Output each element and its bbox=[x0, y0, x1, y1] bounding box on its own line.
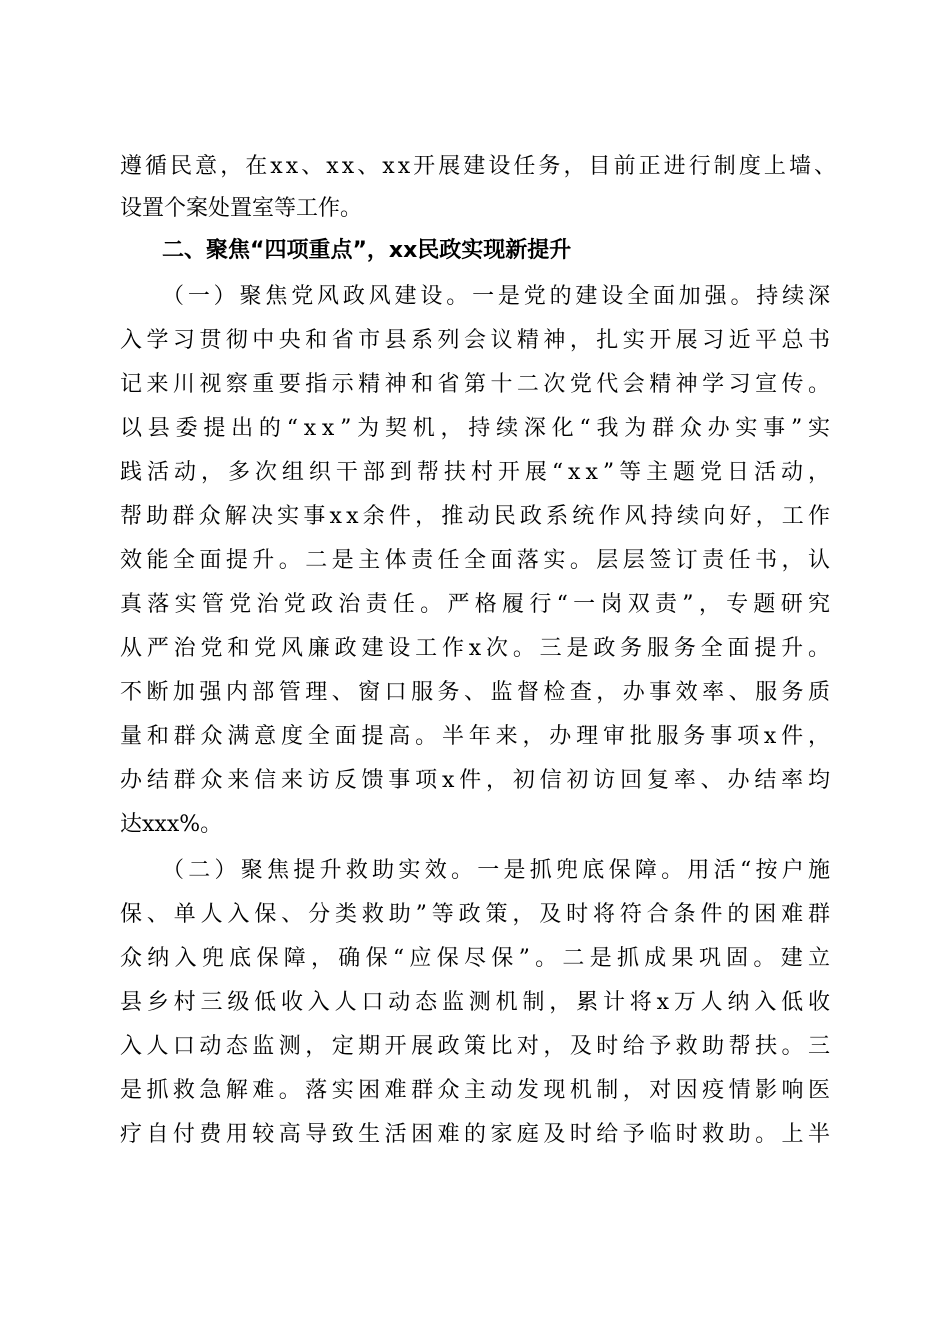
text-line: 从严治党和党风廉政建设工作x次。三是政务服务全面提升。 bbox=[120, 636, 835, 661]
text-line: 保、单人入保、分类救助”等政策，及时将符合条件的困难群 bbox=[120, 902, 835, 927]
text-line: 帮助群众解决实事xx余件，推动民政系统作风持续向好，工作 bbox=[120, 504, 835, 529]
text-line: 效能全面提升。二是主体责任全面落实。层层签订责任书，认 bbox=[120, 548, 835, 573]
text-line: 众纳入兜底保障，确保“应保尽保”。二是抓成果巩固。建立 bbox=[120, 946, 836, 971]
text-line: 量和群众满意度全面提高。半年来，办理审批服务事项x件， bbox=[120, 724, 835, 749]
text-line: （一）聚焦党风政风建设。一是党的建设全面加强。持续深 bbox=[162, 284, 834, 309]
text-line: 疗自付费用较高导致生活困难的家庭及时给予临时救助。上半 bbox=[120, 1122, 835, 1147]
text-line: 遵循民意，在xx、xx、xx开展建设任务，目前正进行制度上墙、 bbox=[120, 154, 840, 179]
text-line: 真落实管党治党政治责任。严格履行“一岗双责”，专题研究 bbox=[120, 592, 836, 617]
text-line: 以县委提出的“xx”为契机，持续深化“我为群众办实事”实 bbox=[120, 416, 836, 441]
text-line: 入人口动态监测，定期开展政策比对，及时给予救助帮扶。三 bbox=[120, 1034, 835, 1059]
text-line: 是抓救急解难。落实困难群众主动发现机制，对因疫情影响医 bbox=[120, 1078, 835, 1103]
text-line: 达xxx%。 bbox=[120, 812, 223, 837]
text-line: 入学习贯彻中央和省市县系列会议精神，扎实开展习近平总书 bbox=[120, 328, 835, 353]
text-line: 办结群众来信来访反馈事项x件，初信初访回复率、办结率均 bbox=[120, 768, 835, 793]
text-line: 设置个案处置室等工作。 bbox=[120, 196, 363, 221]
text-line: （二）聚焦提升救助实效。一是抓兜底保障。用活“按户施 bbox=[162, 858, 835, 883]
section-heading: 二、聚焦“四项重点”，xx民政实现新提升 bbox=[162, 238, 572, 263]
text-line: 记来川视察重要指示精神和省第十二次党代会精神学习宣传。 bbox=[120, 372, 835, 397]
text-line: 不断加强内部管理、窗口服务、监督检查，办事效率、服务质 bbox=[120, 680, 835, 705]
text-line: 践活动，多次组织干部到帮扶村开展“xx”等主题党日活动， bbox=[120, 460, 835, 485]
text-line: 县乡村三级低收入人口动态监测机制，累计将x万人纳入低收 bbox=[120, 990, 835, 1015]
